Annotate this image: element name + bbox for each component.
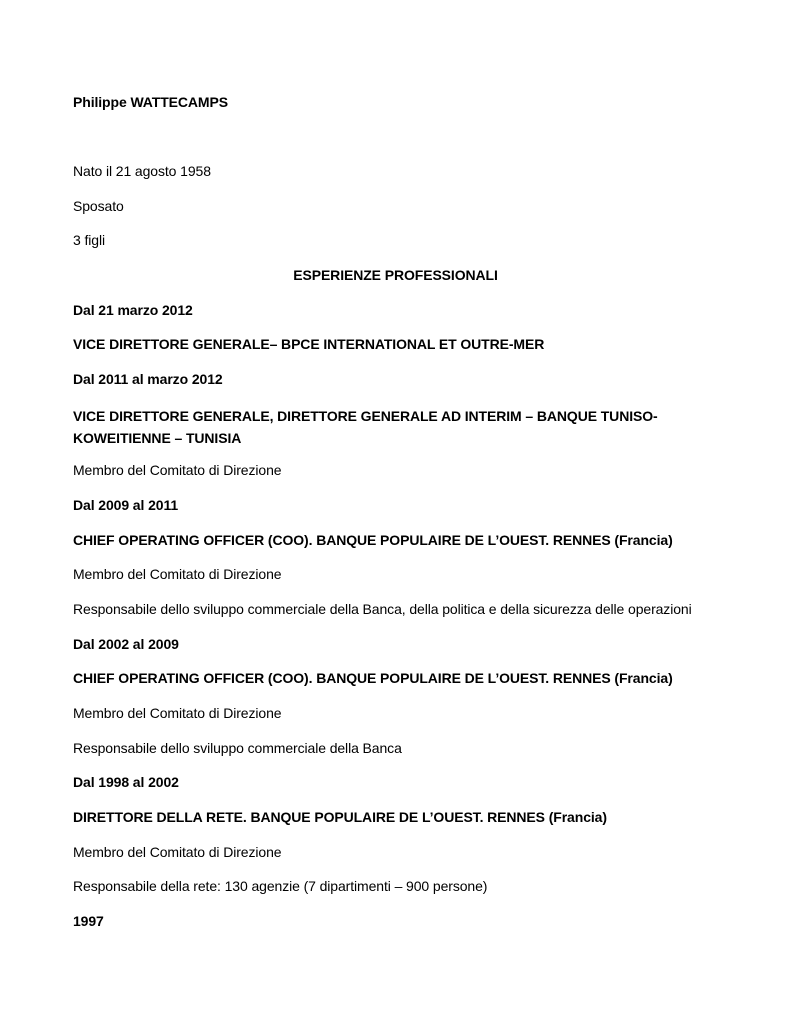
- experience-role: CHIEF OPERATING OFFICER (COO). BANQUE POPULAIRE DE L’OUEST. RENNES (Francia): [73, 532, 673, 548]
- experience-detail: Membro del Comitato di Direzione: [73, 462, 282, 478]
- experience-detail: Responsabile dello sviluppo commerciale della Banca: [73, 740, 402, 756]
- marital-status: Sposato: [73, 198, 124, 214]
- experience-detail: Responsabile dello sviluppo commerciale della Banca, della politica e della sicurezza delle operazioni: [73, 601, 692, 617]
- experience-period: Dal 2002 al 2009: [73, 636, 179, 652]
- experience-role: VICE DIRETTORE GENERALE, DIRETTORE GENERALE AD INTERIM – BANQUE TUNISO-KOWEITIENNE – TUNISIA: [73, 408, 658, 446]
- experience-role: DIRETTORE DELLA RETE. BANQUE POPULAIRE DE L’OUEST. RENNES (Francia): [73, 809, 607, 825]
- birth-info: Nato il 21 agosto 1958: [73, 163, 211, 179]
- experience-period: Dal 1998 al 2002: [73, 774, 179, 790]
- person-name: Philippe WATTECAMPS: [73, 94, 228, 110]
- experience-role: VICE DIRETTORE GENERALE– BPCE INTERNATIONAL ET OUTRE-MER: [73, 336, 545, 352]
- experience-period: Dal 21 marzo 2012: [73, 302, 193, 318]
- experience-detail: Responsabile della rete: 130 agenzie (7 dipartimenti – 900 persone): [73, 878, 488, 894]
- experience-period: Dal 2009 al 2011: [73, 497, 179, 513]
- experience-period: 1997: [73, 913, 104, 929]
- experience-role: CHIEF OPERATING OFFICER (COO). BANQUE POPULAIRE DE L’OUEST. RENNES (Francia): [73, 670, 673, 686]
- experience-detail: Membro del Comitato di Direzione: [73, 844, 282, 860]
- experience-detail: Membro del Comitato di Direzione: [73, 566, 282, 582]
- experience-detail: Membro del Comitato di Direzione: [73, 705, 282, 721]
- experience-period: Dal 2011 al marzo 2012: [73, 371, 223, 387]
- children-count: 3 figli: [73, 232, 105, 248]
- section-title: ESPERIENZE PROFESSIONALI: [293, 267, 498, 283]
